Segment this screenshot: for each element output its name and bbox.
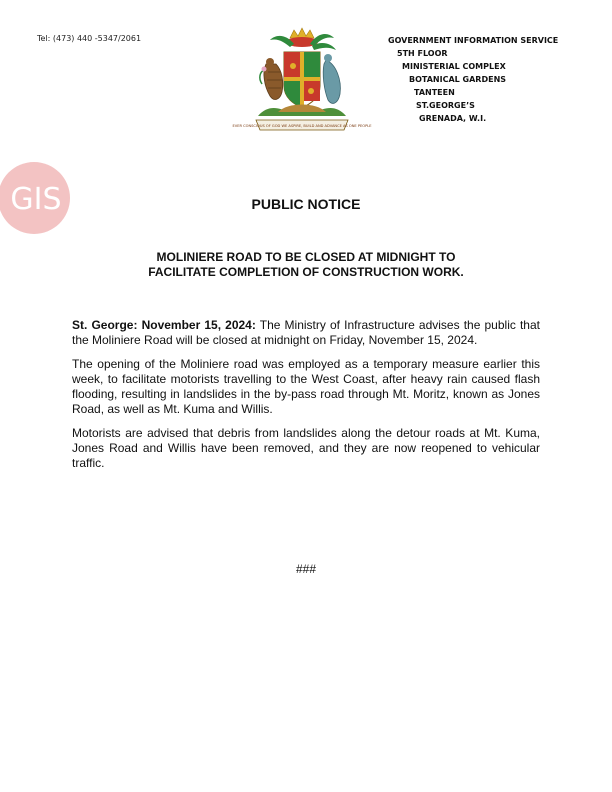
subtitle-line: FACILITATE COMPLETION OF CONSTRUCTION WORK.: [148, 265, 464, 279]
dateline: St. George: November 15, 2024:: [72, 318, 256, 332]
gis-logo-text: GIS: [10, 182, 62, 217]
address-line: GRENADA, W.I.: [419, 114, 487, 123]
end-mark: ###: [295, 562, 317, 576]
notice-title: PUBLIC NOTICE: [251, 196, 361, 212]
coat-of-arms-icon: [232, 24, 372, 136]
crest-motto: EVER CONSCIOUS OF GOD WE ASPIRE, BUILD AND ADVANCE AS ONE PEOPLE: [232, 124, 372, 128]
address-line: GOVERNMENT INFORMATION SERVICE: [388, 36, 559, 45]
paragraph-3: Motorists are advised that debris from landslides along the detour roads at Mt. Kuma, Jones Road and Willis have been removed, and they are now reopened to vehicular traffic.: [72, 426, 540, 470]
address-line: TANTEEN: [414, 88, 455, 97]
phone-number: Tel: (473) 440 -5347/2061: [37, 34, 142, 43]
paragraph-1: [72, 318, 540, 348]
notice-subtitle: [70, 250, 542, 280]
address-line: ST.GEORGE’S: [416, 101, 475, 110]
address-line: 5TH FLOOR: [397, 49, 448, 58]
subtitle-line: MOLINIERE ROAD TO BE CLOSED AT MIDNIGHT TO: [156, 250, 456, 264]
address-line: BOTANICAL GARDENS: [409, 75, 507, 84]
office-address: [388, 34, 588, 125]
paragraph-1-text: The Ministry of Infrastructure advises the public that the Moliniere Road will be closed at midnight on Friday, November 15, 2024.: [72, 318, 540, 347]
notice-body: [72, 318, 540, 480]
paragraph-2: The opening of the Moliniere road was employed as a temporary measure earlier this week, to facilitate motorists travelling to the West Coast, after heavy rain caused flash flooding, resulting in landslides in the by-pass road through Mt. Moritz, known as Jones Road, as well as Mt. Kuma and Willis.: [72, 357, 540, 416]
address-line: MINISTERIAL COMPLEX: [402, 62, 506, 71]
